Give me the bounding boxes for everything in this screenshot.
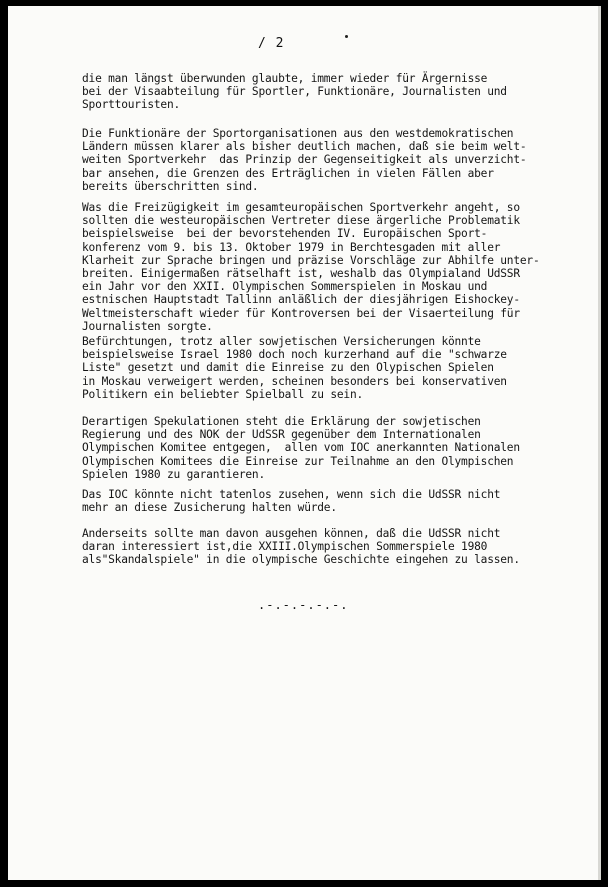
scan-speck — [345, 35, 348, 38]
paragraph-1: die man längst überwunden glaubte, immer wieder für Ärgernisse bei der Visaabteilung für Sportler, Funktionäre, Journalisten und Sporttouristen. — [82, 72, 507, 112]
paragraph-3: Was die Freizügigkeit im gesamteuropäischen Sportverkehr angeht, so sollten die westeuropäischen Vertreter diese ärgerliche Problematik beispielsweise bei der bevorstehenden IV. Europäischen Sport- konferenz vom 9. bis 13. Oktober 1979 in Berchtesgaden mit aller Klarheit zur Sprache bringen und präzise Vorschläge zur Abhilfe unter- breiten. Einigermaßen rätselhaft ist, weshalb das Olympialand UdSSR ein Jahr vor den XXII. Olympischen Sommerspielen in Moskau und estnischen Hauptstadt Tallinn anläßlich der diesjährigen Eishockey- Weltmeisterschaft wieder für Kontroversen bei der Visaerteilung für Journalisten sorgte. — [82, 201, 540, 333]
end-mark: .-.-.-.-.-. — [258, 598, 349, 612]
paragraph-4: Befürchtungen, trotz aller sowjetischen Versicherungen könnte beispielsweise Israel 1980 doch noch kurzerhand auf die "schwarze Liste" gesetzt und damit die Einreise zu den Olypischen Spielen in Moskau verweigert werden, scheinen besonders bei konservativen Politikern ein beliebter Spielball zu sein. — [82, 335, 507, 401]
document-page — [8, 6, 598, 880]
paragraph-2: Die Funktionäre der Sportorganisationen aus den westdemokratischen Ländern müssen klarer als bisher deutlich machen, daß sie beim welt- weiten Sportverkehr das Prinzip der Gegenseitigkeit als unverzicht- bar ansehen, die Grenzen des Erträglichen in vielen Fällen aber bereits überschritten sind. — [82, 127, 527, 193]
paragraph-5: Derartigen Spekulationen steht die Erklärung der sowjetischen Regierung und des NOK der UdSSR gegenüber dem Internationalen Olympischen Komitee entgegen, allen vom IOC anerkannten Nationalen Olympischen Komitees die Einreise zur Teilnahme an den Olympischen Spielen 1980 zu garantieren. — [82, 415, 520, 481]
page-number: / 2 — [258, 36, 285, 51]
page-edge-shadow — [598, 6, 601, 880]
paragraph-6: Das IOC könnte nicht tatenlos zusehen, wenn sich die UdSSR nicht mehr an diese Zusicherung halten würde. — [82, 488, 501, 515]
paragraph-7: Anderseits sollte man davon ausgehen können, daß die UdSSR nicht daran interessiert ist,die XXIII.Olympischen Sommerspiele 1980 als"Skandalspiele" in die olympische Geschichte eingehen zu lassen. — [82, 527, 520, 567]
